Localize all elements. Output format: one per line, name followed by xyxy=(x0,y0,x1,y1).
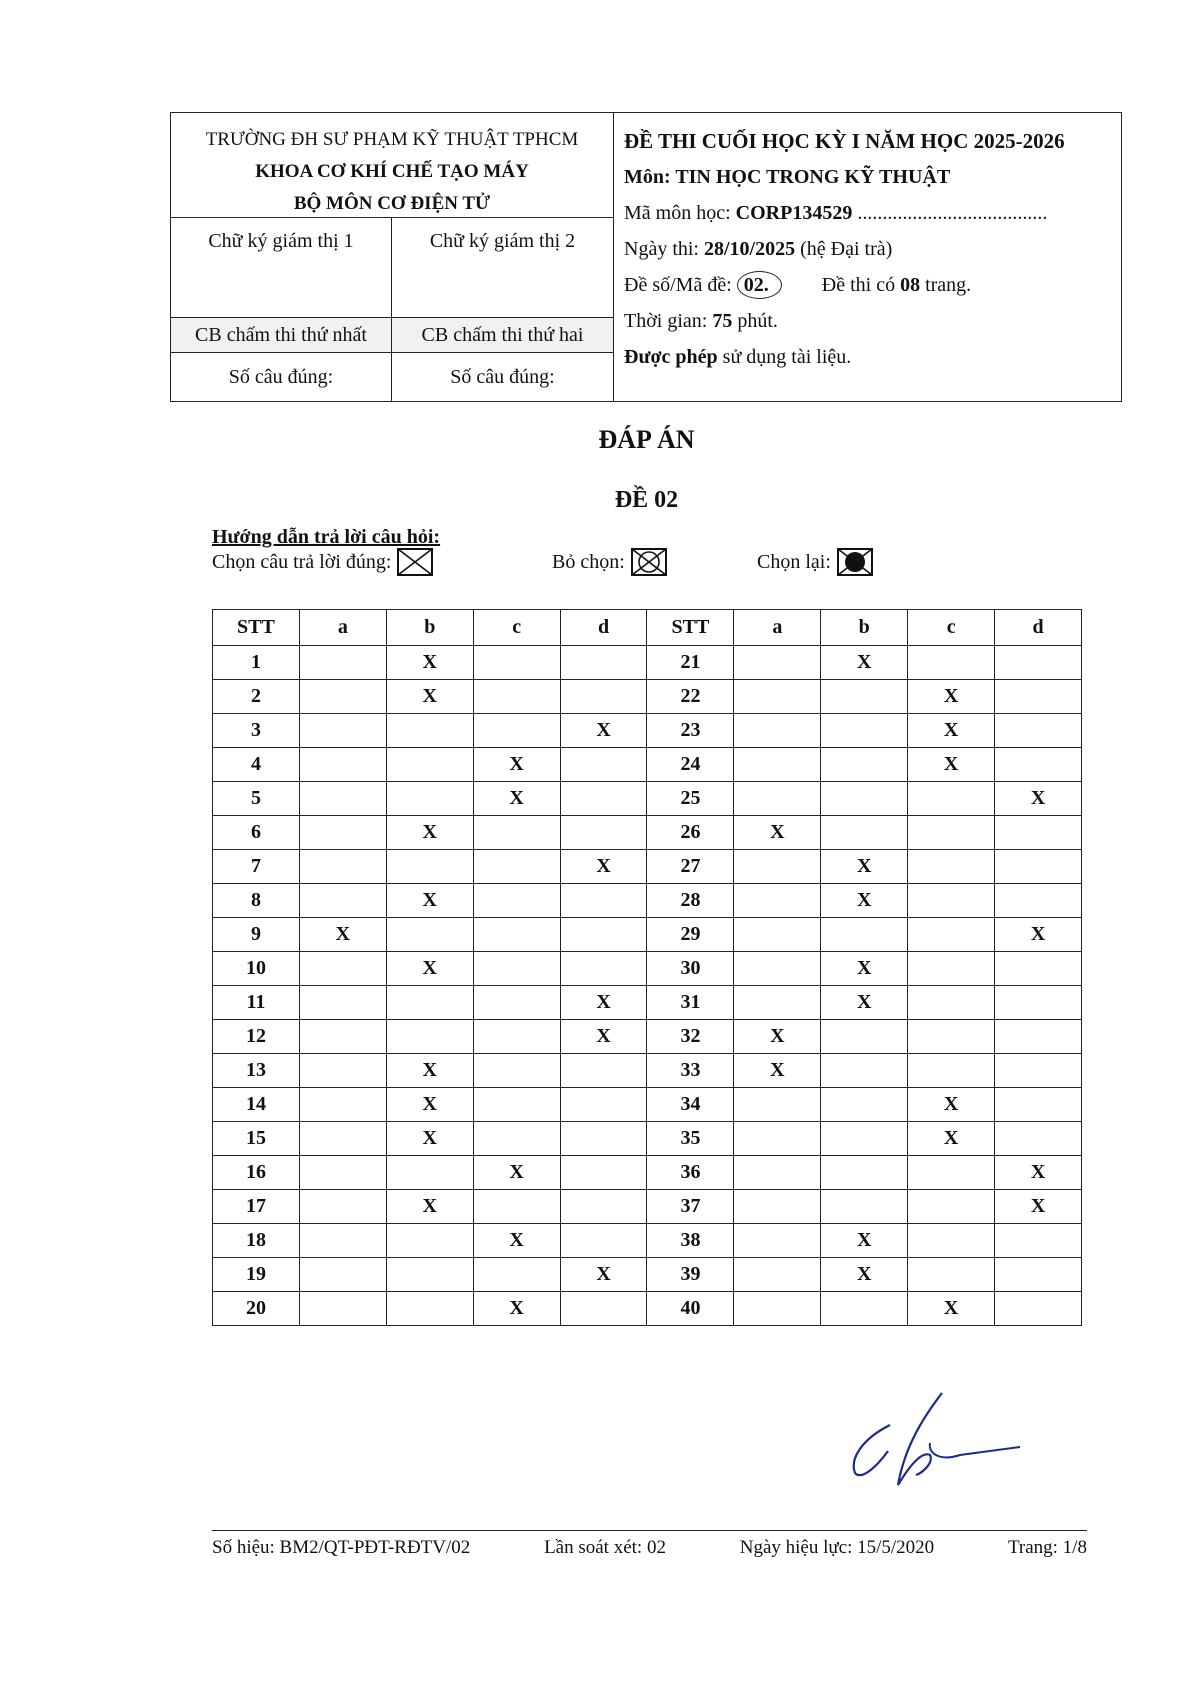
table-row xyxy=(213,884,1082,918)
answer-cell-c xyxy=(473,680,560,714)
question-number: 13 xyxy=(213,1054,300,1088)
effective-date: Ngày hiệu lực: 15/5/2020 xyxy=(739,1537,935,1558)
materials-line xyxy=(624,339,1121,375)
table-row xyxy=(213,646,1082,680)
answer-key-title: ĐÁP ÁN xyxy=(598,425,695,454)
answer-cell-a xyxy=(734,646,821,680)
question-number: 31 xyxy=(647,986,734,1020)
grader2-label: CB chấm thi thứ hai xyxy=(392,318,613,352)
answer-cell-a xyxy=(734,1088,821,1122)
answer-cell-c xyxy=(473,952,560,986)
header-cell: b xyxy=(386,610,473,646)
question-number: 38 xyxy=(647,1224,734,1258)
answer-cell-d: X xyxy=(560,1020,647,1054)
signature xyxy=(830,1385,1030,1500)
unselect-label: Bỏ chọn: xyxy=(552,550,625,573)
answer-cell-c xyxy=(908,986,995,1020)
answer-cell-a xyxy=(299,1088,386,1122)
answer-cell-b xyxy=(821,680,908,714)
school-name: TRƯỜNG ĐH SƯ PHẠM KỸ THUẬT TPHCM xyxy=(205,129,579,150)
answer-cell-b: X xyxy=(821,646,908,680)
answer-cell-a xyxy=(734,918,821,952)
table-body xyxy=(213,646,1082,1326)
answer-cell-b xyxy=(821,1054,908,1088)
answer-cell-b: X xyxy=(821,1224,908,1258)
question-number: 30 xyxy=(647,952,734,986)
table-row xyxy=(213,1258,1082,1292)
answer-cell-a xyxy=(734,1224,821,1258)
question-number: 33 xyxy=(647,1054,734,1088)
circled-cross-box-icon xyxy=(631,548,667,576)
answer-cell-a xyxy=(734,1258,821,1292)
question-number: 10 xyxy=(213,952,300,986)
answer-cell-c xyxy=(473,1054,560,1088)
question-number: 36 xyxy=(647,1156,734,1190)
table-row xyxy=(213,986,1082,1020)
answer-cell-d: X xyxy=(560,1258,647,1292)
guide-title: Hướng dẫn trả lời câu hỏi: xyxy=(212,526,441,548)
answer-cell-d xyxy=(560,680,647,714)
exam-title: ĐỀ THI CUỐI HỌC KỲ I NĂM HỌC 2025-2026 xyxy=(624,129,1065,153)
answer-cell-a xyxy=(299,1156,386,1190)
question-number: 27 xyxy=(647,850,734,884)
answer-cell-c xyxy=(908,1258,995,1292)
answer-cell-a xyxy=(734,714,821,748)
revision: Lần soát xét: 02 xyxy=(544,1537,666,1558)
answer-cell-d xyxy=(560,1088,647,1122)
exam-code: 02. xyxy=(737,271,782,299)
answer-cell-d xyxy=(995,850,1082,884)
answer-cell-d xyxy=(995,714,1082,748)
answer-cell-b xyxy=(386,850,473,884)
table-row xyxy=(213,680,1082,714)
question-number: 15 xyxy=(213,1122,300,1156)
answer-cell-c xyxy=(908,1190,995,1224)
answer-cell-c: X xyxy=(473,1156,560,1190)
answer-cell-b: X xyxy=(386,952,473,986)
subject-label: Môn: xyxy=(624,166,676,188)
question-number: 14 xyxy=(213,1088,300,1122)
header-cell: a xyxy=(299,610,386,646)
answer-cell-d: X xyxy=(560,714,647,748)
answer-cell-a xyxy=(299,1224,386,1258)
answer-cell-c xyxy=(908,1156,995,1190)
answer-cell-d xyxy=(995,1088,1082,1122)
answer-cell-b xyxy=(386,1156,473,1190)
date-label: Ngày thi: xyxy=(624,238,704,260)
choose-label: Chọn câu trả lời đúng: xyxy=(212,550,392,573)
answer-cell-c: X xyxy=(473,782,560,816)
answer-cell-c: X xyxy=(473,748,560,782)
question-number: 40 xyxy=(647,1292,734,1326)
answer-cell-a xyxy=(299,1258,386,1292)
answer-cell-d: X xyxy=(560,986,647,1020)
legend-reselect xyxy=(757,548,873,576)
answer-cell-b xyxy=(821,714,908,748)
question-number: 39 xyxy=(647,1258,734,1292)
answer-cell-c xyxy=(908,850,995,884)
table-row xyxy=(213,748,1082,782)
question-number: 25 xyxy=(647,782,734,816)
question-number: 20 xyxy=(213,1292,300,1326)
page-number: Trang: 1/8 xyxy=(1007,1537,1087,1558)
answer-cell-b: X xyxy=(821,986,908,1020)
answer-cell-c xyxy=(473,646,560,680)
question-number: 23 xyxy=(647,714,734,748)
answer-cell-d xyxy=(560,748,647,782)
answer-cell-b xyxy=(386,1224,473,1258)
question-number: 7 xyxy=(213,850,300,884)
table-row xyxy=(213,1190,1082,1224)
answer-cell-b xyxy=(821,1156,908,1190)
table-row xyxy=(213,714,1082,748)
answer-cell-a xyxy=(299,748,386,782)
answer-cell-d: X xyxy=(995,918,1082,952)
answer-cell-c: X xyxy=(908,714,995,748)
answer-cell-b xyxy=(821,918,908,952)
legend-choose xyxy=(212,548,433,576)
question-number: 35 xyxy=(647,1122,734,1156)
answer-cell-d xyxy=(560,782,647,816)
question-number: 3 xyxy=(213,714,300,748)
question-number: 12 xyxy=(213,1020,300,1054)
course-code: CORP134529 xyxy=(735,202,853,224)
grader1-label: CB chấm thi thứ nhất xyxy=(171,318,392,352)
question-number: 24 xyxy=(647,748,734,782)
answer-cell-b xyxy=(821,1190,908,1224)
exam-date-line xyxy=(624,231,1121,267)
answer-cell-d xyxy=(995,1054,1082,1088)
table-row xyxy=(213,918,1082,952)
answer-cell-c xyxy=(908,884,995,918)
answer-cell-a xyxy=(299,884,386,918)
answer-cell-c: X xyxy=(908,1292,995,1326)
answer-cell-d: X xyxy=(995,1190,1082,1224)
question-number: 1 xyxy=(213,646,300,680)
question-number: 9 xyxy=(213,918,300,952)
table-header-row xyxy=(213,610,1082,646)
answer-cell-d xyxy=(560,1292,647,1326)
question-number: 16 xyxy=(213,1156,300,1190)
answer-cell-d xyxy=(995,1224,1082,1258)
answer-cell-d: X xyxy=(995,1156,1082,1190)
answer-cell-a xyxy=(734,1190,821,1224)
answer-cell-c xyxy=(908,1020,995,1054)
question-number: 4 xyxy=(213,748,300,782)
answer-cell-b xyxy=(386,714,473,748)
subject-name: TIN HỌC TRONG KỸ THUẬT xyxy=(675,166,951,188)
table-row xyxy=(213,1088,1082,1122)
question-number: 34 xyxy=(647,1088,734,1122)
proctor-signature-row xyxy=(171,218,613,318)
correct-count-1: Số câu đúng: xyxy=(171,353,392,401)
answer-cell-d xyxy=(995,816,1082,850)
answer-cell-b xyxy=(386,1292,473,1326)
answer-cell-c xyxy=(908,1054,995,1088)
answer-cell-d xyxy=(560,918,647,952)
answer-cell-d xyxy=(995,1258,1082,1292)
answer-cell-b xyxy=(386,918,473,952)
header-cell: d xyxy=(560,610,647,646)
answer-cell-a xyxy=(299,1292,386,1326)
answer-cell-d xyxy=(560,1054,647,1088)
answer-key-table xyxy=(212,609,1082,1326)
answer-cell-c xyxy=(908,918,995,952)
answer-cell-a xyxy=(734,884,821,918)
answer-cell-c xyxy=(908,782,995,816)
answer-cell-a xyxy=(299,1122,386,1156)
table-row xyxy=(213,782,1082,816)
correct-count-2: Số câu đúng: xyxy=(450,366,555,388)
header-cell: c xyxy=(473,610,560,646)
header-cell: d xyxy=(995,610,1082,646)
answer-cell-a xyxy=(734,986,821,1020)
question-number: 18 xyxy=(213,1224,300,1258)
table-row xyxy=(213,952,1082,986)
materials-text: sử dụng tài liệu. xyxy=(717,346,852,368)
header-cell: c xyxy=(908,610,995,646)
question-number: 29 xyxy=(647,918,734,952)
course-code-dots: ...................................... xyxy=(852,202,1048,224)
answer-cell-d xyxy=(560,816,647,850)
question-number: 37 xyxy=(647,1190,734,1224)
exam-date: 28/10/2025 xyxy=(704,238,796,260)
department-name: BỘ MÔN CƠ ĐIỆN TỬ xyxy=(293,193,491,214)
time-label: Thời gian: xyxy=(624,310,713,332)
table-row xyxy=(213,1122,1082,1156)
answer-cell-b: X xyxy=(386,884,473,918)
answer-cell-a: X xyxy=(734,1020,821,1054)
question-number: 32 xyxy=(647,1020,734,1054)
answer-cell-c xyxy=(473,1088,560,1122)
answer-cell-a xyxy=(299,1020,386,1054)
grader-row xyxy=(171,318,613,353)
materials-allowed: Được phép xyxy=(624,346,718,368)
question-number: 26 xyxy=(647,816,734,850)
answer-cell-a xyxy=(299,816,386,850)
answer-cell-c xyxy=(908,646,995,680)
answer-cell-b xyxy=(821,782,908,816)
table-row xyxy=(213,850,1082,884)
question-number: 8 xyxy=(213,884,300,918)
answer-cell-c xyxy=(473,986,560,1020)
header-right xyxy=(614,113,1121,401)
answer-cell-d xyxy=(995,1292,1082,1326)
answer-cell-c xyxy=(473,850,560,884)
question-number: 22 xyxy=(647,680,734,714)
table-row xyxy=(213,816,1082,850)
subject-line xyxy=(624,159,1121,195)
answer-cell-a xyxy=(734,1156,821,1190)
answer-cell-a xyxy=(734,680,821,714)
answer-cell-b: X xyxy=(386,1054,473,1088)
header-cell: STT xyxy=(647,610,734,646)
answer-cell-a xyxy=(734,782,821,816)
answer-cell-b: X xyxy=(386,646,473,680)
answer-cell-a xyxy=(299,952,386,986)
answer-cell-d xyxy=(995,884,1082,918)
answer-cell-c: X xyxy=(473,1292,560,1326)
answer-cell-b xyxy=(821,1088,908,1122)
table-row xyxy=(213,1020,1082,1054)
answer-cell-b xyxy=(386,986,473,1020)
handwritten-signature xyxy=(830,1385,1030,1495)
question-number: 5 xyxy=(213,782,300,816)
answer-cell-a xyxy=(734,952,821,986)
reselect-label: Chọn lại: xyxy=(757,550,831,573)
doc-id: Số hiệu: BM2/QT-PĐT-RĐTV/02 xyxy=(212,1537,471,1558)
answer-cell-a xyxy=(299,782,386,816)
proctor1-label: Chữ ký giám thị 1 xyxy=(171,218,392,317)
answer-cell-a xyxy=(299,714,386,748)
table-row xyxy=(213,1224,1082,1258)
answer-cell-c: X xyxy=(908,680,995,714)
proctor2-label: Chữ ký giám thị 2 xyxy=(429,230,576,252)
table-row xyxy=(213,1292,1082,1326)
answer-cell-a xyxy=(299,986,386,1020)
answer-cell-d: X xyxy=(995,782,1082,816)
answer-cell-b xyxy=(821,748,908,782)
answer-cell-d xyxy=(560,1224,647,1258)
answer-cell-c xyxy=(473,1122,560,1156)
answer-cell-b xyxy=(386,1020,473,1054)
answer-cell-c xyxy=(473,1258,560,1292)
answer-cell-c: X xyxy=(908,1122,995,1156)
answer-cell-c xyxy=(473,884,560,918)
code-label: Đề số/Mã đề: xyxy=(624,274,737,296)
question-number: 2 xyxy=(213,680,300,714)
answer-cell-d: X xyxy=(560,850,647,884)
answer-cell-c xyxy=(473,1190,560,1224)
answer-cell-b: X xyxy=(386,816,473,850)
exam-code-line xyxy=(624,267,1121,303)
answer-cell-c xyxy=(473,816,560,850)
answer-cell-a xyxy=(299,1190,386,1224)
school-block xyxy=(171,113,613,218)
answer-cell-b xyxy=(386,1258,473,1292)
answer-cell-b xyxy=(821,1020,908,1054)
answer-cell-c xyxy=(908,816,995,850)
answer-cell-a xyxy=(734,1122,821,1156)
duration: 75 xyxy=(712,310,733,332)
answer-cell-c xyxy=(908,1224,995,1258)
answer-cell-d xyxy=(560,1122,647,1156)
answer-cell-a: X xyxy=(299,918,386,952)
pages-label: Đề thi có xyxy=(821,274,901,296)
question-number: 17 xyxy=(213,1190,300,1224)
answer-cell-c xyxy=(473,918,560,952)
answer-cell-b: X xyxy=(386,1122,473,1156)
answer-cell-c: X xyxy=(473,1224,560,1258)
pages-suffix: trang. xyxy=(920,274,972,296)
question-number: 28 xyxy=(647,884,734,918)
answer-cell-a: X xyxy=(734,1054,821,1088)
header-cell: b xyxy=(821,610,908,646)
answer-cell-a xyxy=(299,1054,386,1088)
header-left xyxy=(171,113,614,401)
answer-cell-b xyxy=(821,1292,908,1326)
answer-cell-d xyxy=(995,986,1082,1020)
answer-cell-a xyxy=(299,646,386,680)
answer-cell-b xyxy=(386,748,473,782)
answer-cell-b: X xyxy=(821,884,908,918)
answer-cell-b xyxy=(821,816,908,850)
exam-code-title: ĐỀ 02 xyxy=(614,487,679,513)
date-note: (hệ Đại trà) xyxy=(795,238,893,260)
time-suffix: phút. xyxy=(732,310,778,332)
answer-cell-b: X xyxy=(386,1088,473,1122)
page-count: 08 xyxy=(900,274,921,296)
score-row xyxy=(171,353,613,401)
answer-cell-c: X xyxy=(908,1088,995,1122)
course-code-line xyxy=(624,195,1121,231)
question-number: 11 xyxy=(213,986,300,1020)
question-number: 19 xyxy=(213,1258,300,1292)
page-footer xyxy=(212,1530,1087,1559)
answer-cell-a xyxy=(299,850,386,884)
question-number: 6 xyxy=(213,816,300,850)
answer-cell-a xyxy=(734,1292,821,1326)
answer-cell-a xyxy=(734,850,821,884)
header-cell: a xyxy=(734,610,821,646)
answer-cell-c xyxy=(473,714,560,748)
answer-cell-c: X xyxy=(908,748,995,782)
answer-cell-b: X xyxy=(386,680,473,714)
answer-cell-d xyxy=(995,748,1082,782)
legend-unselect xyxy=(552,548,667,576)
answer-cell-b: X xyxy=(821,1258,908,1292)
answer-cell-c xyxy=(473,1020,560,1054)
answer-cell-d xyxy=(560,952,647,986)
answer-cell-d xyxy=(560,1156,647,1190)
answer-cell-d xyxy=(995,1122,1082,1156)
answer-cell-b xyxy=(821,1122,908,1156)
answer-cell-b xyxy=(386,782,473,816)
table-row xyxy=(213,1054,1082,1088)
answer-cell-d xyxy=(995,1020,1082,1054)
answer-cell-d xyxy=(560,884,647,918)
header-cell: STT xyxy=(213,610,300,646)
answer-cell-d xyxy=(560,646,647,680)
answer-guide xyxy=(212,524,440,550)
faculty-name: KHOA CƠ KHÍ CHẾ TẠO MÁY xyxy=(255,161,529,182)
table-row xyxy=(213,1156,1082,1190)
answer-cell-d xyxy=(995,646,1082,680)
filled-cross-box-icon xyxy=(837,548,873,576)
answer-cell-b: X xyxy=(386,1190,473,1224)
exam-header xyxy=(170,112,1122,402)
answer-cell-a xyxy=(299,680,386,714)
answer-cell-d xyxy=(995,952,1082,986)
answer-cell-c xyxy=(908,952,995,986)
answer-cell-a xyxy=(734,748,821,782)
cross-box-icon xyxy=(397,548,433,576)
answer-cell-d xyxy=(560,1190,647,1224)
answer-cell-a: X xyxy=(734,816,821,850)
question-number: 21 xyxy=(647,646,734,680)
answer-cell-b: X xyxy=(821,850,908,884)
course-code-label: Mã môn học: xyxy=(624,202,736,224)
answer-cell-b: X xyxy=(821,952,908,986)
duration-line xyxy=(624,303,1121,339)
answer-cell-d xyxy=(995,680,1082,714)
